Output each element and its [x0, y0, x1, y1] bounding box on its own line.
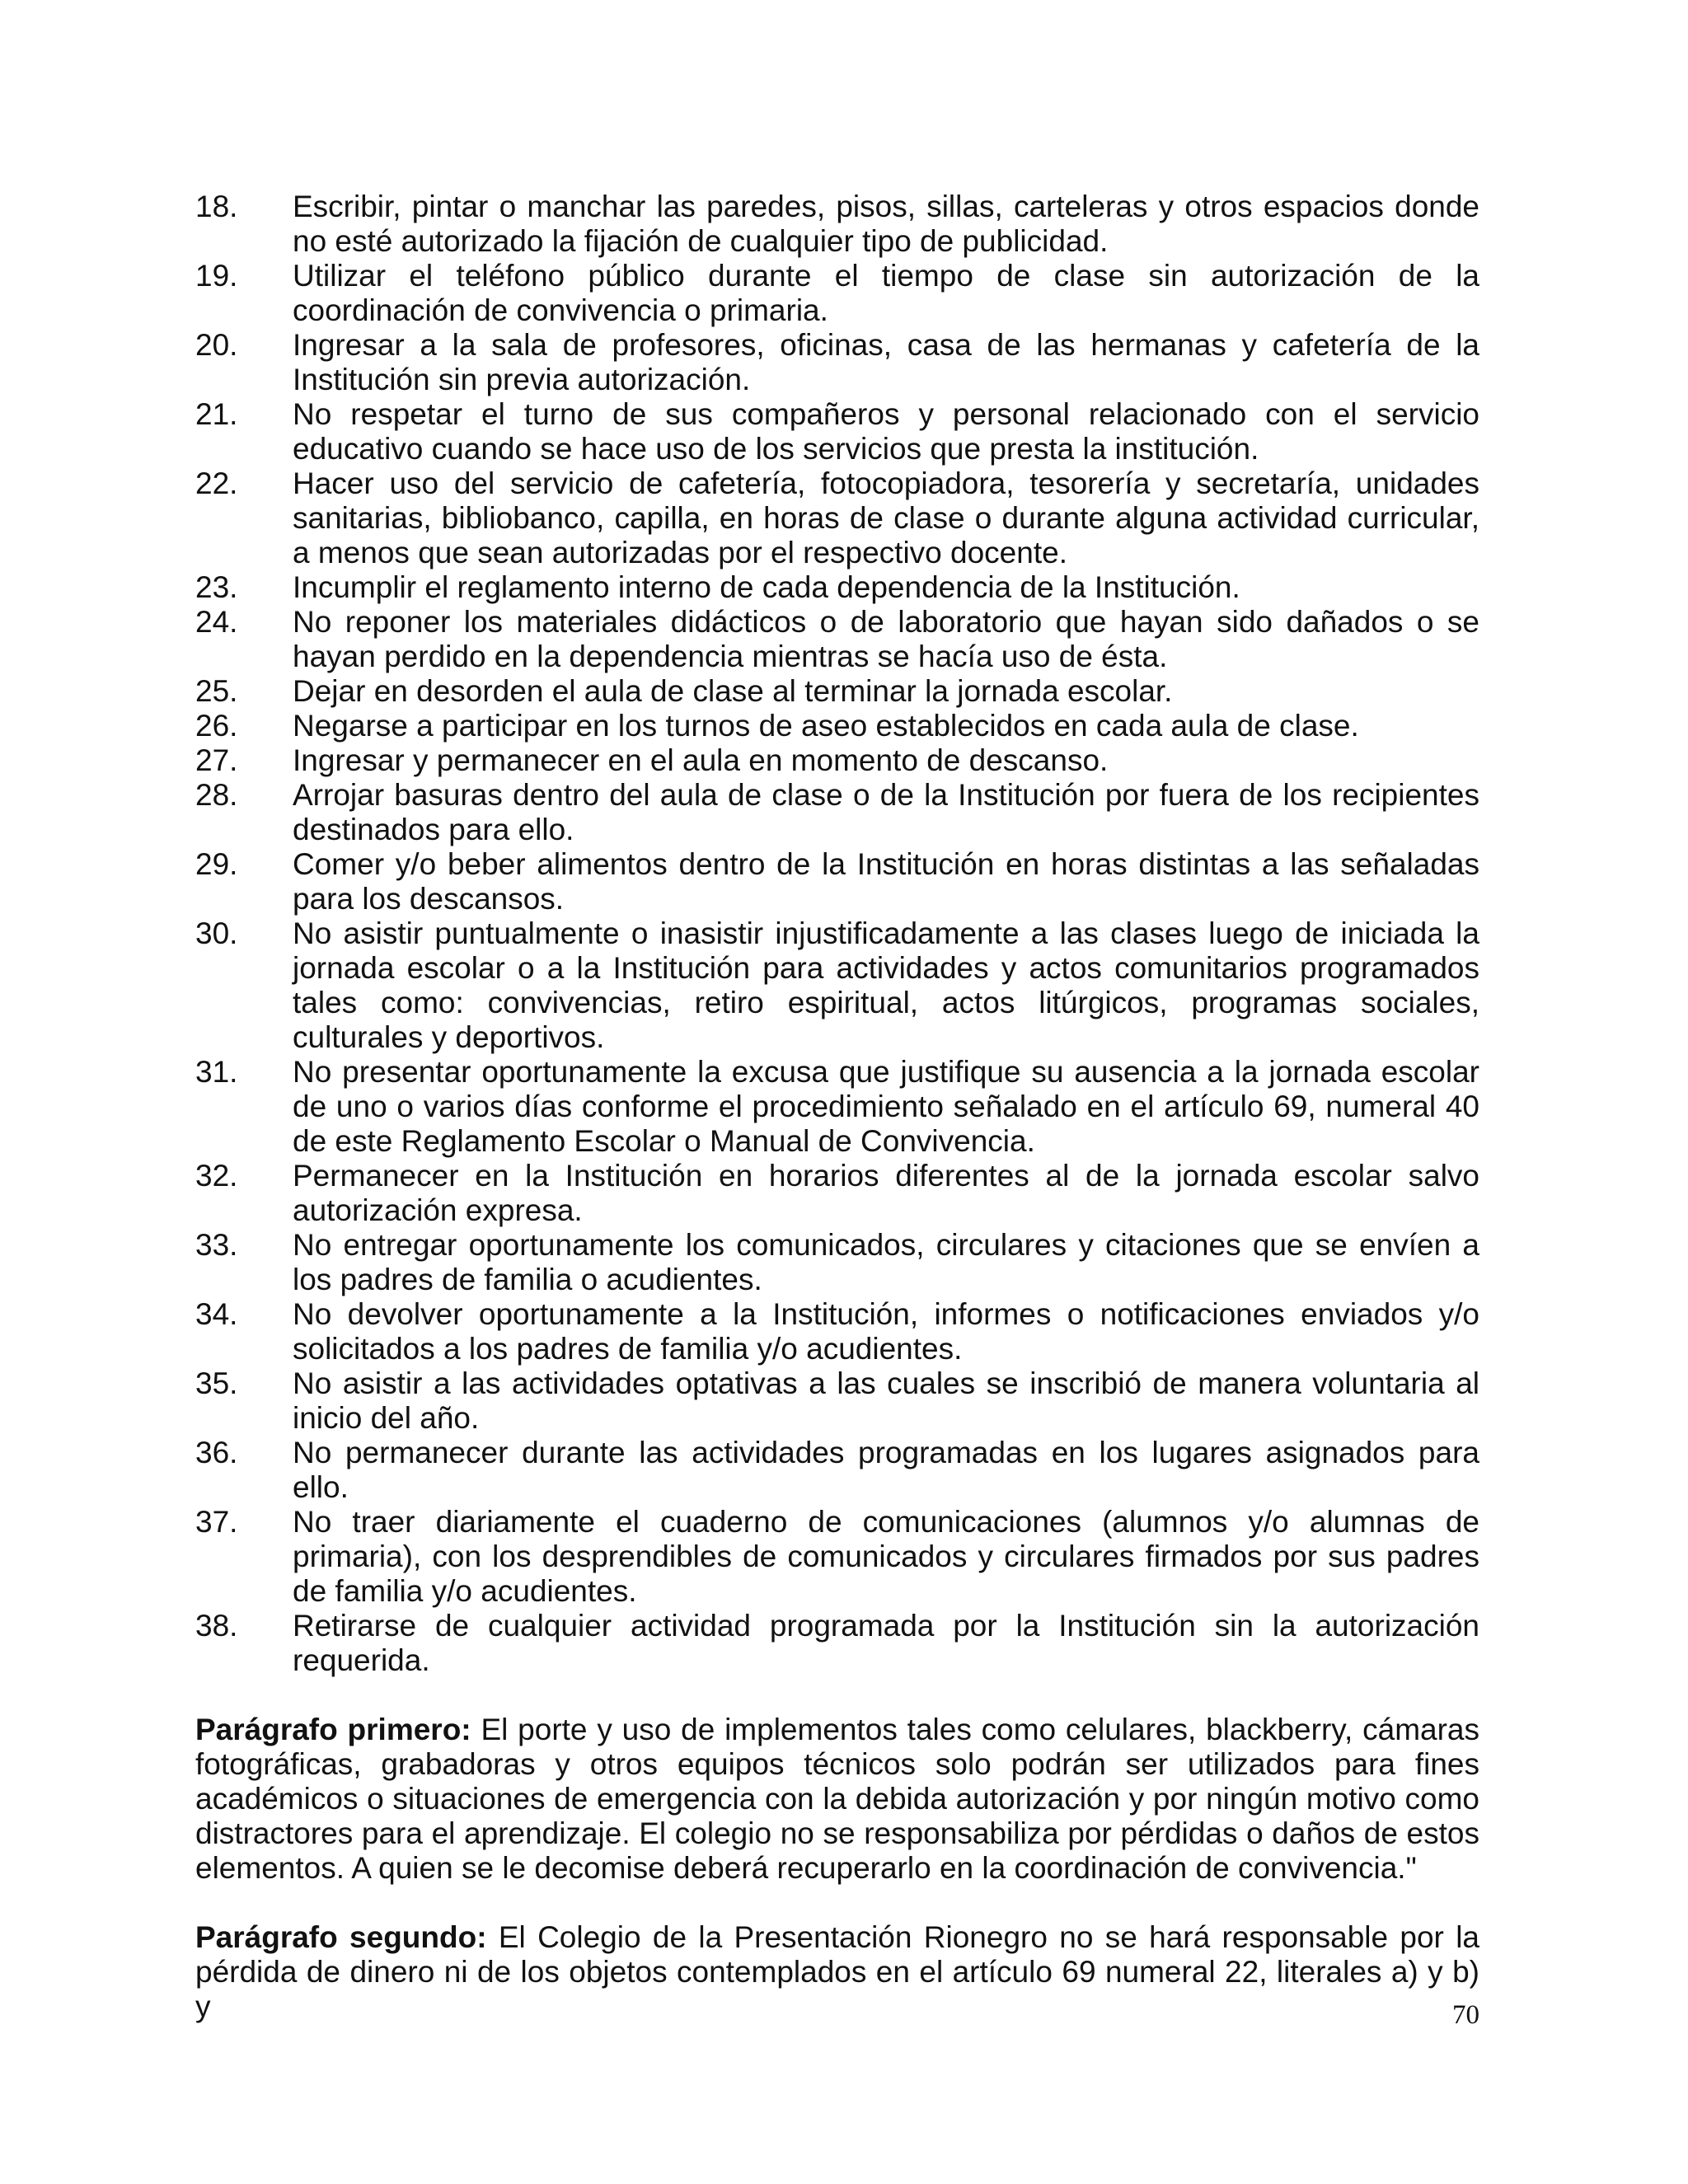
item-text: Arrojar basuras dentro del aula de clase o de la Institución por fuera de los recipientes destinados para ello.	[293, 778, 1479, 846]
item-text: No entregar oportunamente los comunicados, circulares y citaciones que se envíen a los padres de familia o acudientes.	[293, 1228, 1479, 1296]
item-number: 32.	[195, 1159, 238, 1193]
list-item	[195, 1366, 1479, 1436]
list-item	[195, 605, 1479, 674]
paragraph-label: Parágrafo segundo:	[195, 1920, 487, 1954]
item-number: 19.	[195, 259, 238, 293]
item-text: No asistir puntualmente o inasistir injustificadamente a las clases luego de iniciada la jornada escolar o a la Institución para actividades y actos comunitarios programados tales como: convivencias, retiro espiritual, actos litúrgicos, programas sociales, culturales y deportivos.	[293, 916, 1479, 1054]
item-text: No permanecer durante las actividades programadas en los lugares asignados para ello.	[293, 1436, 1479, 1504]
item-number: 34.	[195, 1297, 238, 1331]
paragraph-label: Parágrafo primero:	[195, 1713, 471, 1746]
item-text: No respetar el turno de sus compañeros y personal relacionado con el servicio educativo cuando se hace uso de los servicios que presta la institución.	[293, 397, 1479, 466]
item-text: Ingresar a la sala de profesores, oficinas, casa de las hermanas y cafetería de la Institución sin previa autorización.	[293, 328, 1479, 396]
item-text: Negarse a participar en los turnos de aseo establecidos en cada aula de clase.	[293, 709, 1359, 743]
item-text: Permanecer en la Institución en horarios diferentes al de la jornada escolar salvo autorización expresa.	[293, 1159, 1479, 1227]
item-text: No asistir a las actividades optativas a las cuales se inscribió de manera voluntaria al inicio del año.	[293, 1366, 1479, 1435]
item-number: 28.	[195, 778, 238, 812]
list-item	[195, 397, 1479, 466]
item-text: Dejar en desorden el aula de clase al terminar la jornada escolar.	[293, 674, 1173, 708]
list-item	[195, 466, 1479, 570]
item-number: 37.	[195, 1505, 238, 1539]
list-item	[195, 709, 1479, 743]
list-item	[195, 1436, 1479, 1505]
list-item	[195, 328, 1479, 397]
page-number: 70	[1452, 2000, 1479, 2030]
item-number: 33.	[195, 1228, 238, 1262]
list-item	[195, 570, 1479, 605]
item-text: Comer y/o beber alimentos dentro de la Institución en horas distintas a las señaladas para los descansos.	[293, 847, 1479, 916]
item-text: No devolver oportunamente a la Institución, informes o notificaciones enviados y/o solicitados a los padres de familia y/o acudientes.	[293, 1297, 1479, 1366]
item-number: 23.	[195, 570, 238, 604]
item-text: No traer diariamente el cuaderno de comunicaciones (alumnos y/o alumnas de primaria), con los desprendibles de comunicados y circulares firmados por sus padres de familia y/o acudientes.	[293, 1505, 1479, 1608]
item-number: 27.	[195, 743, 238, 777]
list-item	[195, 1505, 1479, 1609]
item-number: 25.	[195, 674, 238, 708]
item-number: 21.	[195, 397, 238, 431]
paragraph-text: El porte y uso de implementos tales como celulares, blackberry, cámaras fotográficas, grabadoras y otros equipos técnicos solo podrán ser utilizados para fines académicos o situaciones de emergencia con la debida autorización y por ningún motivo como distractores para el aprendizaje. El colegio no se responsabiliza por pérdidas o daños de estos elementos. A quien se le decomise deberá recuperarlo en la coordinación de convivencia."	[195, 1713, 1479, 1885]
item-text: Escribir, pintar o manchar las paredes, pisos, sillas, carteleras y otros espacios donde no esté autorizado la fijación de cualquier tipo de publicidad.	[293, 190, 1479, 258]
item-number: 22.	[195, 466, 238, 500]
item-text: No presentar oportunamente la excusa que justifique su ausencia a la jornada escolar de uno o varios días conforme el procedimiento señalado en el artículo 69, numeral 40 de este Reglamento Escolar o Manual de Convivencia.	[293, 1055, 1479, 1158]
item-number: 20.	[195, 328, 238, 362]
item-text: Utilizar el teléfono público durante el tiempo de clase sin autorización de la coordinación de convivencia o primaria.	[293, 259, 1479, 327]
item-text: Incumplir el reglamento interno de cada dependencia de la Institución.	[293, 570, 1240, 604]
list-item	[195, 1609, 1479, 1678]
list-item	[195, 743, 1479, 778]
item-number: 31.	[195, 1055, 238, 1089]
item-text: Ingresar y permanecer en el aula en momento de descanso.	[293, 743, 1109, 777]
list-item	[195, 1297, 1479, 1366]
item-number: 29.	[195, 847, 238, 881]
list-item	[195, 847, 1479, 916]
item-number: 35.	[195, 1366, 238, 1400]
item-number: 18.	[195, 190, 238, 223]
numbered-list	[195, 190, 1479, 1678]
list-item	[195, 1055, 1479, 1159]
item-number: 30.	[195, 916, 238, 950]
list-item	[195, 1228, 1479, 1297]
list-item	[195, 259, 1479, 328]
item-number: 24.	[195, 605, 238, 639]
list-item	[195, 674, 1479, 709]
list-item	[195, 778, 1479, 847]
list-item	[195, 190, 1479, 259]
item-text: Hacer uso del servicio de cafetería, fotocopiadora, tesorería y secretaría, unidades sanitarias, bibliobanco, capilla, en horas de clase o durante alguna actividad curricular, a menos que sean autorizadas por el respectivo docente.	[293, 466, 1479, 569]
page-content	[195, 190, 1479, 2024]
paragraph-primero	[195, 1713, 1479, 1886]
item-number: 26.	[195, 709, 238, 743]
paragraph-segundo	[195, 1920, 1479, 2024]
item-number: 36.	[195, 1436, 238, 1469]
list-item	[195, 916, 1479, 1055]
list-item	[195, 1159, 1479, 1228]
item-text: Retirarse de cualquier actividad programada por la Institución sin la autorización requerida.	[293, 1609, 1479, 1677]
item-text: No reponer los materiales didácticos o de laboratorio que hayan sido dañados o se hayan perdido en la dependencia mientras se hacía uso de ésta.	[293, 605, 1479, 673]
item-number: 38.	[195, 1609, 238, 1643]
paragraph-text: El Colegio de la Presentación Rionegro no se hará responsable por la pérdida de dinero ni de los objetos contemplados en el artículo 69 numeral 22, literales a) y b) y	[195, 1920, 1479, 2023]
